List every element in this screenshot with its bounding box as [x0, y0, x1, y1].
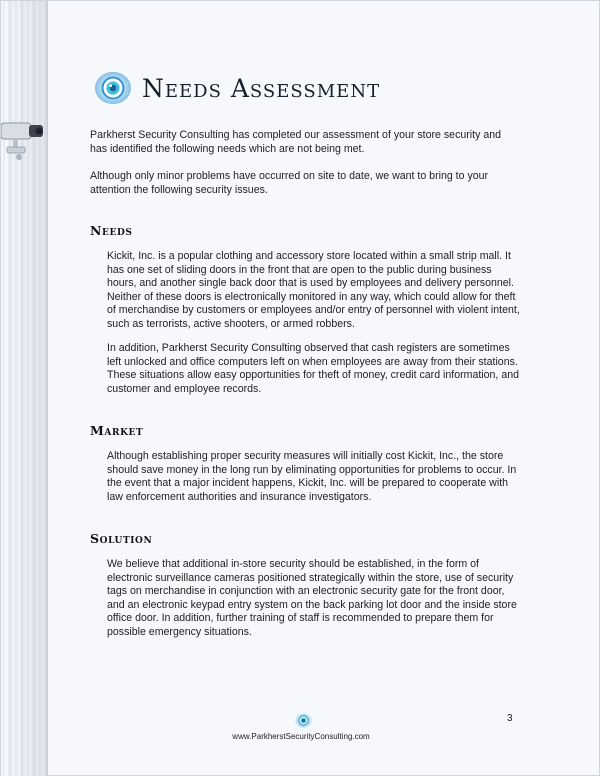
solution-paragraph-1: We believe that additional in-store security should be established, in the form of electronic surveillance cameras positioned strategically within the store, use of security tags on merchandise in conjunction with an electronic security gate for the front door, and an electronic keypad entry system on the back parking lot door and the inside store office door. In addition, further training of staff is recommended to prepare them for possible emergency situations. [107, 558, 517, 638]
section-heading-market: Market [90, 423, 144, 438]
title-row [94, 69, 380, 107]
page-title: Needs Assessment [142, 73, 381, 103]
page-number: 3 [507, 713, 513, 724]
market-paragraph-1: Although establishing proper security measures will initially cost Kickit, Inc., the store should save money in the long run by eliminating opportunities for problems to occur. In the event that a major incident happens, Kickit, Inc. will be prepared to cooperate with law enforcement authorities and insurance investigators. [107, 450, 517, 503]
section-heading-needs: Needs [90, 223, 133, 238]
needs-paragraph-2: In addition, Parkherst Security Consulting observed that cash registers are sometimes left unlocked and office computers left on when employees are away from their stations. These situations allow easy opportunities for theft of money, credit card information, and customer and employee records. [107, 342, 519, 395]
footer-logo-icon [295, 712, 312, 729]
section-heading-solution: Solution [90, 531, 153, 546]
intro-paragraph-2: Although only minor problems have occurred on site to date, we want to bring to your attention the following security issues. [90, 170, 489, 196]
intro-paragraph-1: Parkherst Security Consulting has completed our assessment of your store security and has identified the following needs which are not being met. [90, 129, 501, 155]
eye-lens-logo-icon [94, 69, 132, 107]
footer-website-link[interactable]: www.ParkherstSecurityConsulting.com [232, 732, 370, 741]
security-camera-icon [1, 113, 48, 163]
needs-paragraph-1: Kickit, Inc. is a popular clothing and accessory store located within a small strip mall. It has one set of sliding doors in the front that are open to the public during business hours, and another single back door that is used by employees and delivery personnel. Neither of these doors is electronically monitored in any way, which could allow for theft of merchandise by customers or employees and/or entry of personnel with violent intent, such as terrorists, active shooters, or armed robbers. [107, 250, 520, 330]
